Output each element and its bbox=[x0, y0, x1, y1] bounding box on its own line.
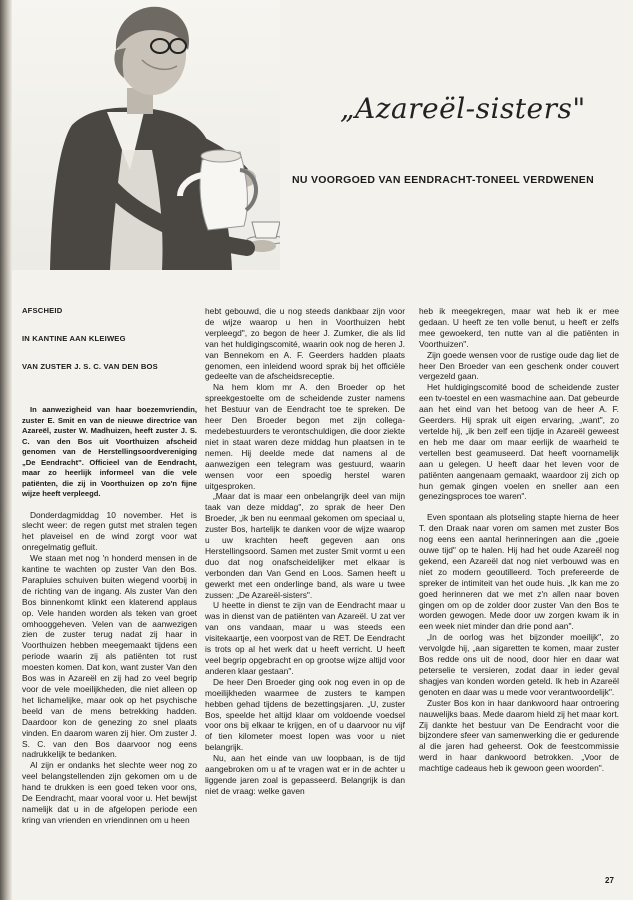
page-number: 27 bbox=[605, 876, 614, 885]
paragraph: Even spontaan als plotseling stapte hierna de heer T. den Draak naar voren om samen met zuster Bos nog eens een aantal herinneringen aan die „goeie ouwe tijd" op te halen. Hij had het oude Azareël nog gekend, een Azareël dat nog niet verbouwd was en niet zo modern geoutilleerd. Toch prefereerde de spreker de intimiteit van het oude huis. „Ik kan me zo goed herinneren dat we met z'n allen naar boven gingen om op de zolder door zuster Van den Bos te worden gewogen. Mede door uw zorgen kwam ik in een week niet minder dan drie pond aan". bbox=[419, 512, 619, 632]
paragraph: Zuster Bos kon in haar dankwoord haar ontroering nauwelijks baas. Mede daarom hield zij het maar kort. Zij dankte het bestuur van De Eendracht voor die bijzondere sfeer van samenwerking die er gedurende al die jaren had geheerst. Ook de feestcommissie werd in haar dankwoord betrokken. „Voor de machtige cadeaus heb ik gewoon geen woorden". bbox=[419, 697, 619, 774]
paragraph: U heette in dienst te zijn van de Eendracht maar u was in dienst van de patiënten van Azareël. U zat ver van ons vandaan, maar u was steeds een visitekaartje, een voorpost van de RET. De Eendracht is trots op al het werk dat u heeft verricht. U heeft veel begrip opgebracht en op grootse wijze altijd voor anderen klaar gestaan". bbox=[205, 600, 405, 676]
paragraph: heb ik meegekregen, maar wat heb ik er mee gedaan. U heeft ze ten volle benut, u heeft er zelfs mee gewoekerd, ten nutte van al die patiënten in Voorthuizen". bbox=[419, 306, 619, 349]
paragraph: „Maar dat is maar een onbelangrijk deel van mijn taak van deze middag", zo sprak de heer Den Broeder, „ik ben nu eenmaal gekomen om speciaal u, zuster Bos, hartelijk te danken voor de wijze waarop u uw krachten heeft gegeven aan ons Herstellingsoord. Samen met zuster Smit vormt u een duo dat nog onafscheidelijker met elkaar is verbonden dan Van Gend en Loos. Samen heeft u gewerkt met een onderlinge band, als ware u twee zussen: „De Azareël-sisters". bbox=[205, 491, 405, 600]
column-1 bbox=[22, 405, 197, 826]
column-3 bbox=[419, 306, 619, 774]
lead-paragraph: In aanwezigheid van haar boezemvriendin, zuster E. Smit en van de nieuwe directrice van Azareël, zuster W. Madhuizen, heeft zuster J. S. C. van den Bos uit Voorthuizen afscheid genomen van de Herstellingsoordvereniging „De Eendracht". Officieel van de Eendracht, maar zo heerlijk informeel van die vele patiënten, die zij in Voorthuizen op zo'n fijne wijze heeft verpleegd. bbox=[22, 405, 197, 498]
article-title: „Azareël-sisters" bbox=[340, 92, 586, 125]
paragraph: We staan met nog 'n honderd mensen in de kantine te wachten op zuster Van den Bos. Parapluies schuiven buiten wiegend voorbij in de richting van de ingang. Als zuster Van den Bos binnenkomt klinkt een klaterend applaus op. Vele handen worden als teken van groet omhooggeheven. Velen van de aanwezigen zien de zuster terug nadat zij haar in Voorthuizen hebben meegemaakt tijdens een periode waarin zij als patiënten tot rust moesten komen. Dat kon, want zuster Van den Bos was in Azareël en zij had zo veel begrip voor de vele moeilijkheden, die niet alleen op het lichamelijke, maar ook op het psychische beeld van de mens betrekking hadden. Daardoor kon de genezing zo snel plaats vinden. En daarom waren zij hier. Om zuster J. S. C. van den Bos daarvoor nog eens nadrukkelijk te bedanken. bbox=[22, 553, 197, 760]
paragraph: De heer Den Broeder ging ook nog even in op de moeilijkheden waarmee de zusters te kampen hebben gehad tijdens de bezettingsjaren. „U, zuster Bos, speelde het altijd klaar om voldoende voedsel voor ons bij elkaar te krijgen, en of u daarvoor nu vijf of tien kilometer moest lopen was voor u niet belangrijk. bbox=[205, 676, 405, 753]
paragraph: Zijn goede wensen voor de rustige oude dag liet de heer Den Broeder van een geschenk onder couvert vergezeld gaan. bbox=[419, 349, 619, 382]
paragraph: hebt gebouwd, die u nog steeds dankbaar zijn voor de wijze waarop u hen in Voorthuizen hebt verpleegd", zo begon de heer J. Zumker, die als lid van het huldigingscomité, waarin ook nog de heren J. van Bennekom en A. F. Geerders hadden plaats genomen, een inleidend woord sprak bij het officiële gedeelte van de afscheidsreceptie. bbox=[205, 306, 405, 382]
paragraph: Na hem klom mr A. den Broeder op het spreekgestoelte om de scheidende zuster namens het Bestuur van de Eendracht toe te spreken. De heer Den Broeder begon met zijn collega-medebestuurders te verontschuldigen, die door ziekte niet in staat waren deze middag hun plaatsen in te nemen. Hij deelde mede dat namens al de aanwezigen een telegram was gestuurd, waarin wensen voor een spoedig herstel waren uitgesproken. bbox=[205, 382, 405, 491]
photo-nurse-pouring-coffee bbox=[12, 0, 280, 270]
section-header-zuster: VAN ZUSTER J. S. C. VAN DEN BOS bbox=[22, 362, 158, 371]
article-subtitle: NU VOORGOED VAN EENDRACHT-TONEEL VERDWENEN bbox=[292, 174, 594, 186]
column-2 bbox=[205, 306, 405, 797]
section-header-kantine: IN KANTINE AAN KLEIWEG bbox=[22, 334, 126, 343]
paragraph: „In de oorlog was het bijzonder moeilijk", zo vervolgde hij, „aan sigaretten te komen, maar zuster Bos redde ons uit de nood, door hier en daar wat peterselie te versieren, zodat daar in ieder geval shagjes van konden worden geteld. Ik heb in Azareël genoten en daar was u mede voor verantwoordelijk". bbox=[419, 632, 619, 697]
photo-illustration bbox=[12, 0, 280, 270]
section-header-afscheid: AFSCHEID bbox=[22, 306, 63, 315]
paragraph: Al zijn er ondanks het slechte weer nog zo veel belangstellenden zijn gekomen om u de hand te drukken is een goed teken voor ons, De Eendracht, maar vooral voor u. Het bewijst namelijk dat u in de afgelopen periode een kring van vrienden en vriendinnen om u heen bbox=[22, 760, 197, 825]
page-binding-shadow bbox=[0, 0, 12, 900]
paragraph: Het huldigingscomité bood de scheidende zuster een tv-toestel en een wasmachine aan. Dat gebeurde aan het eind van het betoog van de heer A. F. Geerders. Hij sprak uit eigen ervaring, „want", zo vertelde hij, „ik ben zelf een tijdje in Azareël geweest en heb me daar om maar eerlijk de waarheid te vertellen best geamuseerd. Dat heeft voornamelijk aan u gelegen. U heeft daar het leven voor de patiënten aangenaam gemaakt, waardoor zij zich op hun gemak gingen voelen en sneller aan een genezingsproces toe waren". bbox=[419, 382, 619, 502]
paragraph: Donderdagmiddag 10 november. Het is slecht weer: de regen gutst met stralen tegen het plaveisel en de wind zorgt voor wat onregelmatig gefluit. bbox=[22, 509, 197, 553]
paragraph: Nu, aan het einde van uw loopbaan, is de tijd aangebroken om u af te vragen wat er in de achter u liggende jaren zoal is gepasseerd. Belangrijk is dan niet de vraag: welke gaven bbox=[205, 753, 405, 796]
